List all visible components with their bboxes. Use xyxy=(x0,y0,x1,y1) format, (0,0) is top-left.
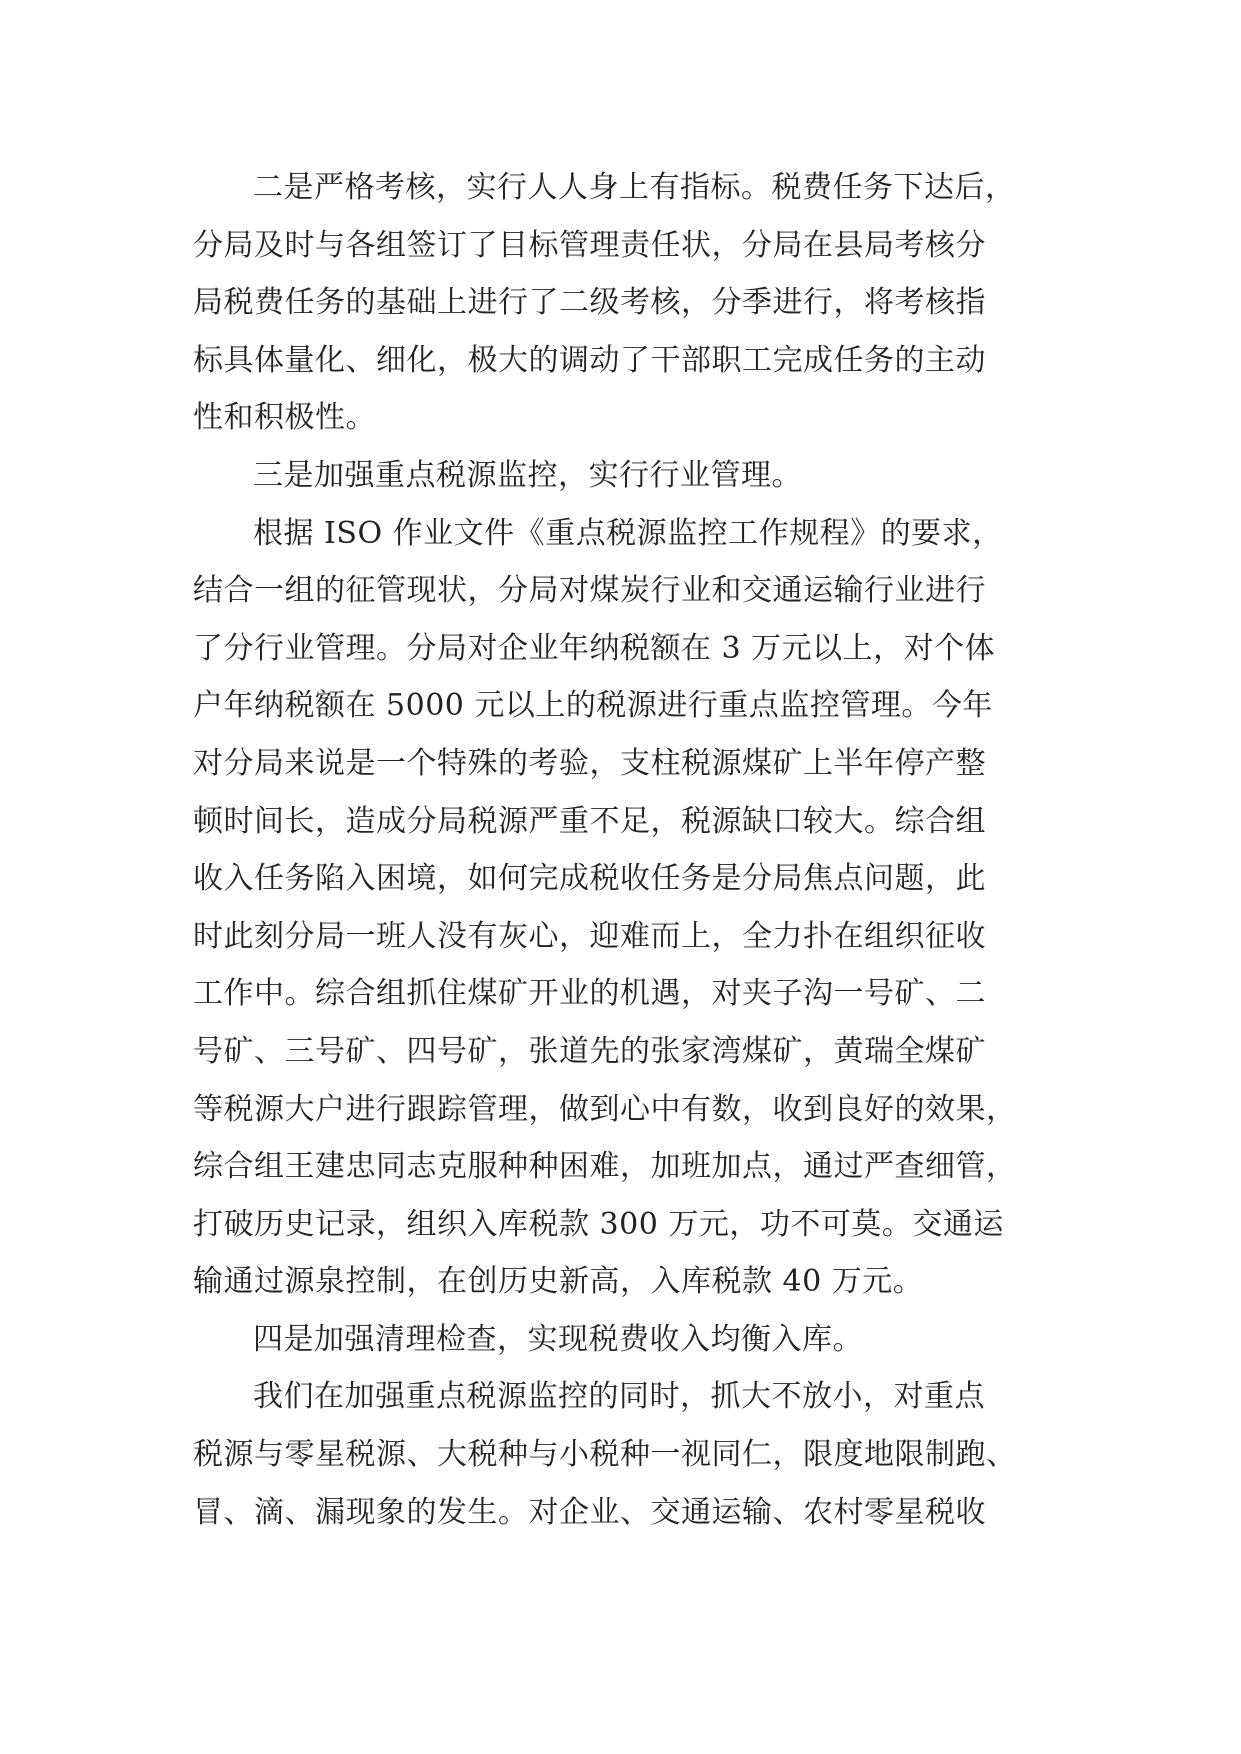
text-line: 分局及时与各组签订了目标管理责任状，分局在县局考核分 xyxy=(193,227,986,263)
text-line: 时此刻分局一班人没有灰心，迎难而上，全力扑在组织征收 xyxy=(193,918,986,954)
text-line: 对分局来说是一个特殊的考验，支柱税源煤矿上半年停产整 xyxy=(193,745,986,781)
text-line: 顿时间长，造成分局税源严重不足，税源缺口较大。综合组 xyxy=(193,803,986,839)
text-line: 户年纳税额在 5000 元以上的税源进行重点监控管理。今年 xyxy=(193,688,993,724)
text-line: 税源与零星税源、大税种与小税种一视同仁，限度地限制跑、 xyxy=(193,1437,1017,1473)
document-body xyxy=(193,159,1055,1541)
section-heading: 四是加强清理检查，实现税费收入均衡入库。 xyxy=(253,1321,863,1357)
text-line: 打破历史记录，组织入库税款 300 万元，功不可莫。交通运 xyxy=(193,1206,1004,1242)
text-line: 结合一组的征管现状，分局对煤炭行业和交通运输行业进行 xyxy=(193,573,986,609)
text-line: 我们在加强重点税源监控的同时，抓大不放小，对重点 xyxy=(253,1379,985,1415)
text-line: 了分行业管理。分局对企业年纳税额在 3 万元以上，对个体 xyxy=(193,630,996,666)
text-line: 号矿、三号矿、四号矿，张道先的张家湾煤矿，黄瑞全煤矿 xyxy=(193,1033,986,1069)
text-line: 根据 ISO 作业文件《重点税源监控工作规程》的要求， xyxy=(253,515,1003,551)
text-line: 收入任务陷入困境，如何完成税收任务是分局焦点问题，此 xyxy=(193,861,986,897)
text-line: 性和积极性。 xyxy=(193,400,376,436)
text-line: 局税费任务的基础上进行了二级考核，分季进行，将考核指 xyxy=(193,285,986,321)
section-heading: 三是加强重点税源监控，实行行业管理。 xyxy=(253,457,802,493)
text-line: 冒、滴、漏现象的发生。对企业、交通运输、农村零星税收 xyxy=(193,1494,986,1530)
text-line: 二是严格考核，实行人人身上有指标。税费任务下达后， xyxy=(253,170,1016,205)
text-line: 等税源大户进行跟踪管理，做到心中有数，收到良好的效果， xyxy=(193,1091,1017,1127)
text-line: 综合组王建忠同志克服种种困难，加班加点，通过严查细管， xyxy=(193,1149,1017,1185)
text-line: 工作中。综合组抓住煤矿开业的机遇，对夹子沟一号矿、二 xyxy=(193,976,986,1012)
text-line: 标具体量化、细化，极大的调动了干部职工完成任务的主动 xyxy=(193,342,986,378)
text-line: 输通过源泉控制，在创历史新高，入库税款 40 万元。 xyxy=(193,1264,924,1300)
